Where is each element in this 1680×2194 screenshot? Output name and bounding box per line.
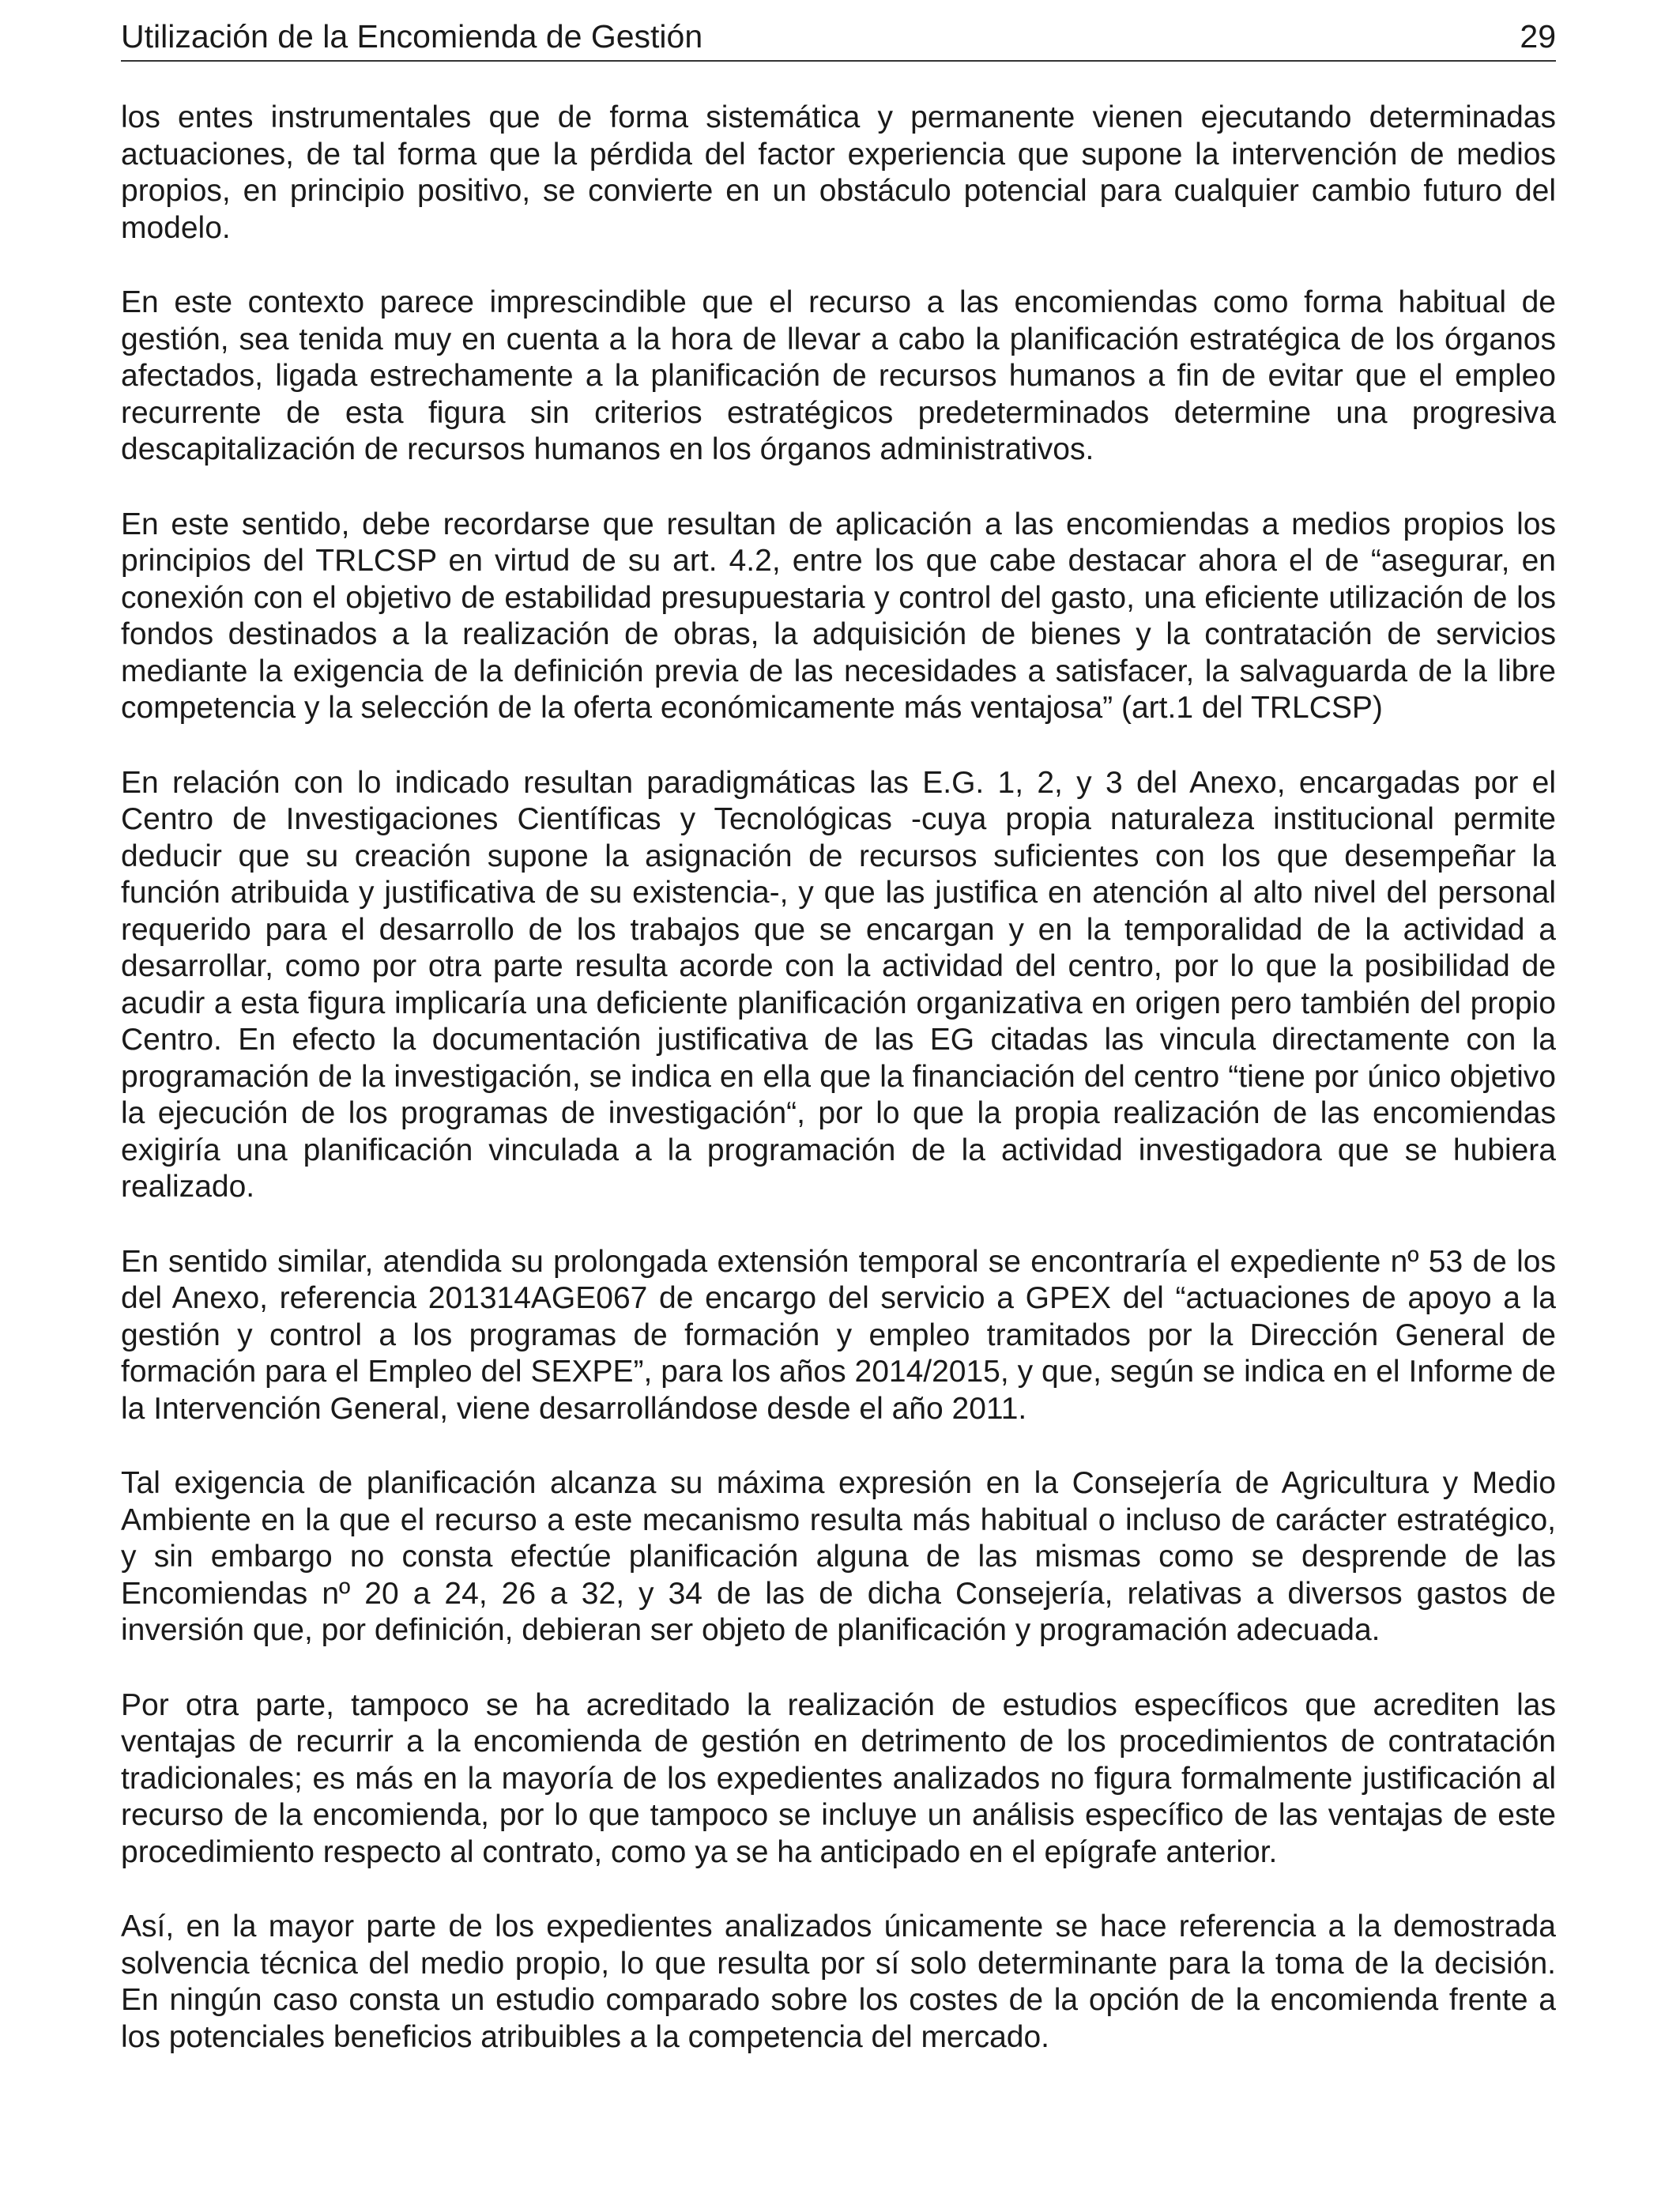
page-number: 29 (1520, 18, 1556, 55)
paragraph-6: Tal exigencia de planificación alcanza su máxima expresión en la Consejería de Agricultura y Medio Ambiente en la que el recurso a este mecanismo resulta más habitual o incluso de carácter estratégico, y sin embargo no consta efectúe planificación alguna de las mismas como se desprende de las Encomiendas nº 20 a 24, 26 a 32, y 34 de las de dicha Consejería, relativas a diversos gastos de inversión que, por definición, debieran ser objeto de planificación y programación adecuada. (121, 1466, 1556, 1647)
paragraph-2: En este contexto parece imprescindible que el recurso a las encomiendas como forma habitual de gestión, sea tenida muy en cuenta a la hora de llevar a cabo la planificación estratégica de los órganos afectados, ligada estrechamente a la planificación de recursos humanos a fin de evitar que el empleo recurrente de esta figura sin criterios estratégicos predeterminados determine una progresiva descapitalización de recursos humanos en los órganos administrativos. (121, 285, 1556, 466)
paragraph-3: En este sentido, debe recordarse que resultan de aplicación a las encomiendas a medios propios los principios del TRLCSP en virtud de su art. 4.2, entre los que cabe destacar ahora el de “asegurar, en conexión con el objetivo de estabilidad presupuestaria y control del gasto, una eficiente utilización de los fondos destinados a la realización de obras, la adquisición de bienes y la contratación de servicios mediante la exigencia de la definición previa de las necesidades a satisfacer, la salvaguarda de la libre competencia y la selección de la oferta económicamente más ventajosa” (art.1 del TRLCSP) (121, 507, 1556, 725)
paragraph-4: En relación con lo indicado resultan paradigmáticas las E.G. 1, 2, y 3 del Anexo, encargadas por el Centro de Investigaciones Científicas y Tecnológicas -cuya propia naturaleza institucional permite deducir que su creación supone la asignación de recursos suficientes con los que desempeñar la función atribuida y justificativa de su existencia-, y que las justifica en atención al alto nivel del personal requerido para el desarrollo de los trabajos que se encargan y en la temporalidad de la actividad a desarrollar, como por otra parte resulta acorde con la actividad del centro, por lo que la posibilidad de acudir a esta figura implicaría una deficiente planificación organizativa en origen pero también del propio Centro. En efecto la documentación justificativa de las EG citadas las vincula directamente con la programación de la investigación, se indica en ella que la financiación del centro “tiene por único objetivo la ejecución de los programas de investigación“, por lo que la propia realización de las encomiendas exigiría una planificación vinculada a la programación de la actividad investigadora que se hubiera realizado. (121, 765, 1556, 1204)
paragraph-5: En sentido similar, atendida su prolongada extensión temporal se encontraría el expediente nº 53 de los del Anexo, referencia 201314AGE067 de encargo del servicio a GPEX del “actuaciones de apoyo a la gestión y control a los programas de formación y empleo tramitados por la Dirección General de formación para el Empleo del SEXPE”, para los años 2014/2015, y que, según se indica en el Informe de la Intervención General, viene desarrollándose desde el año 2011. (121, 1244, 1556, 1426)
page-header (121, 16, 1556, 62)
paragraph-1: los entes instrumentales que de forma sistemática y permanente vienen ejecutando determinadas actuaciones, de tal forma que la pérdida del factor experiencia que supone la intervención de medios propios, en principio positivo, se convierte en un obstáculo potencial para cualquier cambio futuro del modelo. (121, 100, 1556, 245)
document-body (121, 100, 1556, 2094)
paragraph-8: Así, en la mayor parte de los expedientes analizados únicamente se hace referencia a la demostrada solvencia técnica del medio propio, lo que resulta por sí solo determinante para la toma de la decisión. En ningún caso consta un estudio comparado sobre los costes de la opción de la encomienda frente a los potenciales beneficios atribuibles a la competencia del mercado. (121, 1909, 1556, 2054)
paragraph-7: Por otra parte, tampoco se ha acreditado la realización de estudios específicos que acrediten las ventajas de recurrir a la encomienda de gestión en detrimento de los procedimientos de contratación tradicionales; es más en la mayoría de los expedientes analizados no figura formalmente justificación al recurso de la encomienda, por lo que tampoco se incluye un análisis específico de las ventajas de este procedimiento respecto al contrato, como ya se ha anticipado en el epígrafe anterior. (121, 1687, 1556, 1869)
header-title: Utilización de la Encomienda de Gestión (121, 18, 703, 55)
